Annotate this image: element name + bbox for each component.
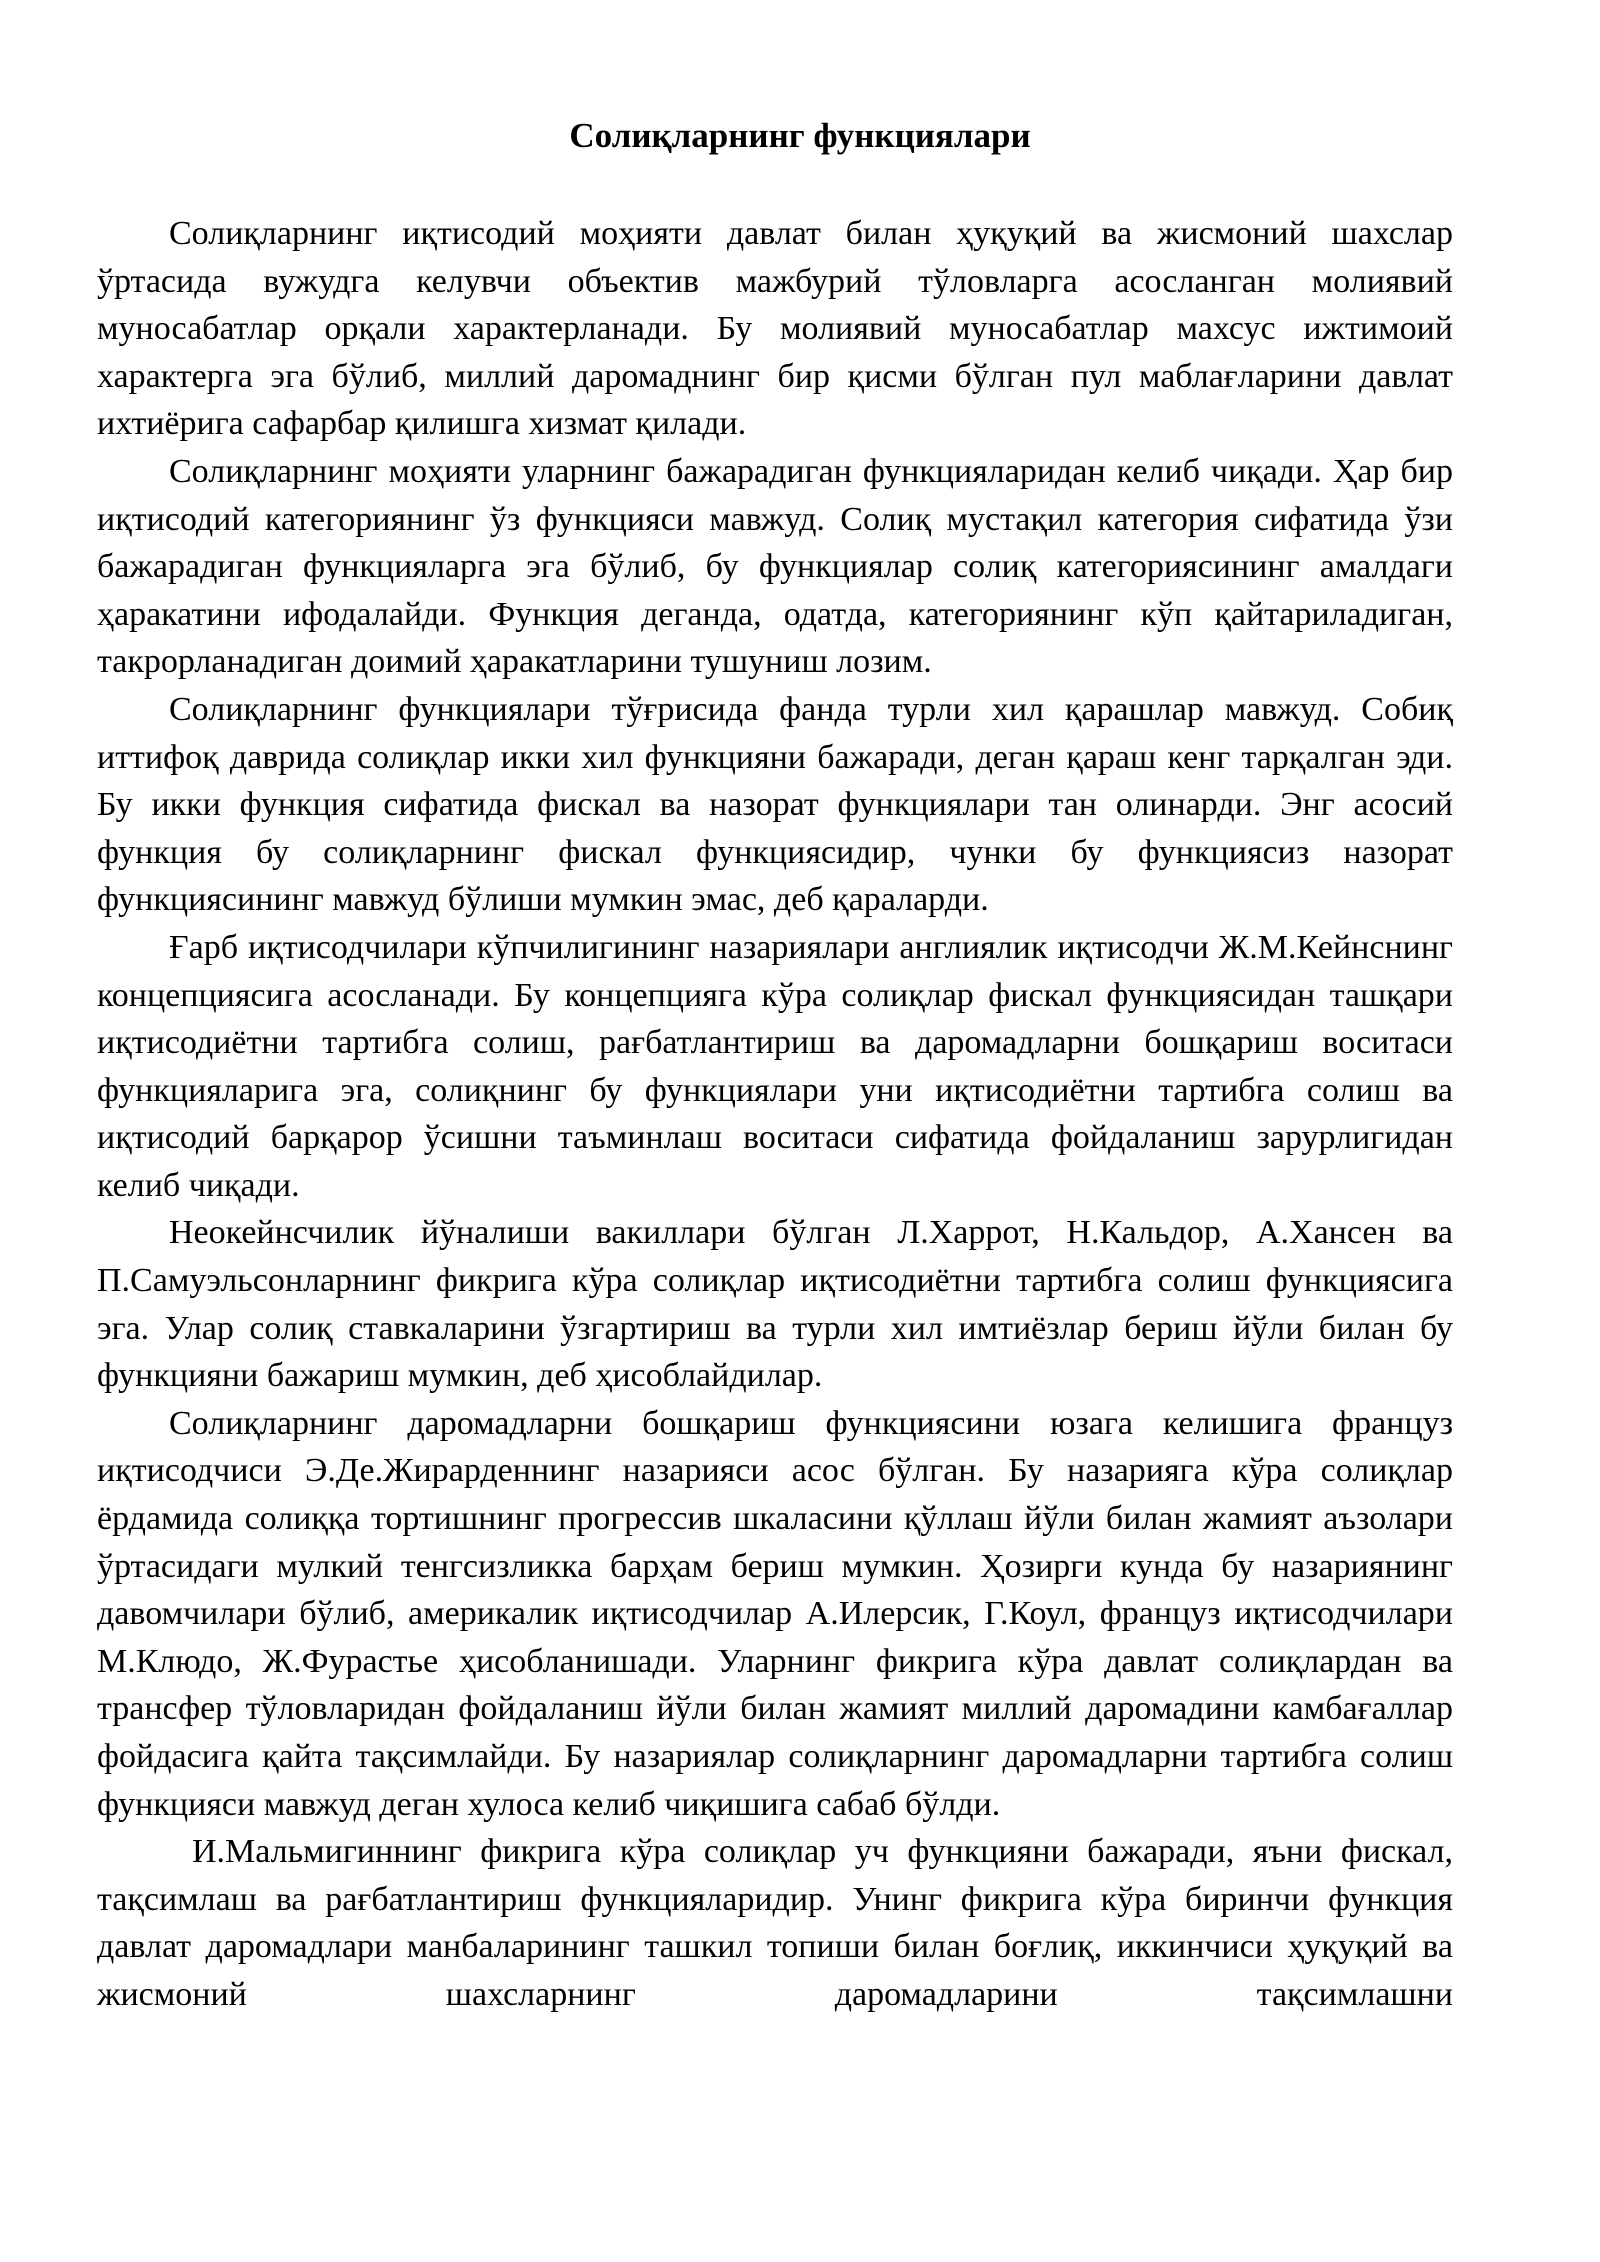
paragraph: Солиқларнинг функциялари тўғрисида фанда турли хил қарашлар мавжуд. Собиқ иттифоқ даврида солиқлар икки хил функцияни бажаради, деган қараш кенг тарқалган эди. Бу икки функция сифатида фискал ва назорат функциялари тан олинарди. Энг асосий функция бу солиқларнинг фискал функциясидир, чунки бу функциясиз назорат функциясининг мавжуд бўлиши мумкин эмас, деб қараларди. (97, 690, 1453, 919)
paragraph: Солиқларнинг моҳияти уларнинг бажарадиган функцияларидан келиб чиқади. Ҳар бир иқтисодий категориянинг ўз функцияси мавжуд. Солиқ мустақил категория сифатида ўзи бажарадиган функцияларга эга бўлиб, бу функциялар солиқ категориясининг амалдаги ҳаракатини ифодалайди. Функция деганда, одатда, категориянинг кўп қайтариладиган, такрорланадиган доимий ҳаракатларини тушуниш лозим. (97, 452, 1453, 681)
paragraph: Ғарб иқтисодчилари кўпчилигининг назариялари англиялик иқтисодчи Ж.М.Кейнснинг концепциясига асосланади. Бу концепцияга кўра солиқлар фискал функциясидан ташқари иқтисодиётни тартибга солиш, рағбатлантириш ва даромадларни бошқариш воситаси функцияларига эга, солиқнинг бу функциялари уни иқтисодиётни тартибга солиш ва иқтисодий барқарор ўсишни таъминлаш воситаси сифатида фойдаланиш зарурлигидан келиб чиқади. (97, 928, 1453, 1204)
paragraph: И.Мальмигиннинг фикрига кўра солиқлар уч функцияни бажаради, яъни фискал, тақсимлаш ва рағбатлантириш функцияларидир. Унинг фикрига кўра биринчи функция давлат даромадлари манбаларининг ташкил топиши билан боғлиқ, иккинчиси ҳуқуқий ва жисмоний шахсларнинг даромадларини тақсимлашни (97, 1833, 1453, 2013)
document-body (97, 210, 1453, 2019)
paragraph: Неокейнсчилик йўналиши вакиллари бўлган Л.Харрот, Н.Кальдор, А.Хансен ва П.Самуэльсонларнинг фикрига кўра солиқлар иқтисодиётни тартибга солиш функциясига эга. Улар солиқ ставкаларини ўзгартириш ва турли хил имтиёзлар бериш йўли билан бу функцияни бажариш мумкин, деб ҳисоблайдилар. (97, 1214, 1453, 1395)
paragraph: Солиқларнинг иқтисодий моҳияти давлат билан ҳуқуқий ва жисмоний шахслар ўртасида вужудга келувчи объектив мажбурий тўловларга асосланган молиявий муносабатлар орқали характерланади. Бу молиявий муносабатлар махсус ижтимоий характерга эга бўлиб, миллий даромаднинг бир қисми бўлган пул маблағларини давлат ихтиёрига сафарбар қилишга хизмат қилади. (97, 215, 1453, 443)
paragraph: Солиқларнинг даромадларни бошқариш функциясини юзага келишига француз иқтисодчиси Э.Де.Жирарденнинг назарияси асос бўлган. Бу назарияга кўра солиқлар ёрдамида солиққа тортишнинг прогрессив шкаласини қўллаш йўли билан жамият аъзолари ўртасидаги мулкий тенгсизликка барҳам бериш мумкин. Ҳозирги кунда бу назариянинг давомчилари бўлиб, америкалик иқтисодчилар А.Илерсик, Г.Коул, француз иқтисодчилари М.Клюдо, Ж.Фурастье ҳисобланишади. Уларнинг фикрига кўра давлат солиқлардан ва трансфер тўловларидан фойдаланиш йўли билан жамият миллий даромадини камбағаллар фойдасига қайта тақсимлайди. Бу назариялар солиқларнинг даромадларни тартибга солиш функцияси мавжуд деган хулоса келиб чиқишига сабаб бўлди. (97, 1404, 1453, 1823)
document-title: Солиқларнинг функциялари (569, 116, 1031, 155)
